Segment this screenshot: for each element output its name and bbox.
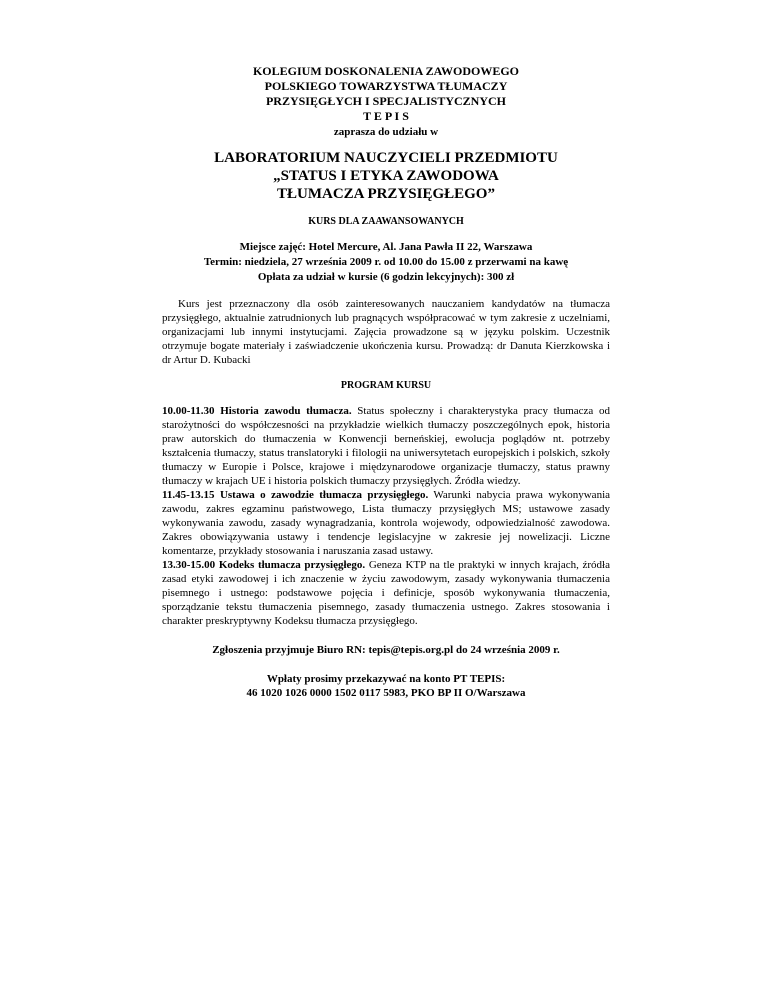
course-date: Termin: niedziela, 27 września 2009 r. od 10.00 do 15.00 z przerwami na kawę	[203, 256, 569, 268]
registration-info: Zgłoszenia przyjmuje Biuro RN: tepis@tepis.org.pl do 24 września 2009 r.	[212, 644, 560, 656]
course-level: KURS DLA ZAAWANSOWANYCH	[308, 216, 464, 227]
invitation-text: zaprasza do udziału w	[333, 126, 439, 138]
course-title	[162, 149, 610, 203]
session-1-text: Status społeczny i charakterystyka pracy tłumacza od starożytności do współczesności na przykładzie wielkich tłumaczy poszczególnych epok, historia praw autorskich do tłumaczenia w Konwencji berneńskiej, ewolucja poglądów nt. potrzeby kształcenia tłumaczy, status translatoryki i filologii na uniwersytetach europejskich i polskich, szkoły tłumaczy w Europie i Polsce, krajowe i międzynarodowe organizacje tłumaczy, status prawny tłumaczy w krajach UE i historia polskich tłumaczy przysięgłych. Źródła wiedzy.	[162, 405, 610, 487]
program-session-1	[162, 404, 610, 488]
payment-line-1: Wpłaty prosimy przekazywać na konto PT TEPIS:	[266, 673, 506, 685]
organizer-acronym: T E P I S	[363, 109, 409, 123]
program-session-3	[162, 558, 610, 628]
course-place: Miejsce zajęć: Hotel Mercure, Al. Jana Pawła II 22, Warszawa	[239, 241, 533, 253]
session-2-heading: 11.45-13.15 Ustawa o zawodzie tłumacza przysięgłego.	[162, 489, 429, 501]
course-details	[162, 240, 610, 285]
course-description: Kurs jest przeznaczony dla osób zainteresowanych nauczaniem kandydatów na tłumacza przysięgłego, aktualnie zatrudnionych lub pragnących współpracować w tym zakresie z uczelniami, organizacjami lub innymi instytucjami. Zajęcia prowadzone są w języku polskim. Uczestnik otrzymuje bogate materiały i zaświadczenie ukończenia kursu. Prowadzą: dr Danuta Kierzkowska i dr Artur D. Kubacki	[162, 298, 610, 366]
course-title-line-2: „STATUS I ETYKA ZAWODOWA	[273, 168, 499, 184]
payment-account: 46 1020 1026 0000 1502 0117 5983, PKO BP II O/Warszawa	[246, 687, 526, 699]
document-page	[162, 64, 610, 700]
program-title: PROGRAM KURSU	[340, 380, 432, 391]
course-fee: Opłata za udział w kursie (6 godzin lekcyjnych): 300 zł	[257, 271, 515, 283]
program-list	[162, 404, 610, 628]
session-1-heading: 10.00-11.30 Historia zawodu tłumacza.	[162, 405, 352, 417]
program-session-2	[162, 488, 610, 558]
organizer-line-2: POLSKIEGO TOWARZYSTWA TŁUMACZY	[264, 79, 508, 93]
session-2-text: Warunki nabycia prawa wykonywania zawodu, zakres egzaminu państwowego, Lista tłumaczy przysięgłych MS; ustawowe zasady wykonywania zawodu, zasady wynagradzania, kontrola wojewody, odpowiedzialność zawodowa. Zakres obowiązywania ustawy i tendencje legislacyjne w zakresie jej nowelizacji. Liczne komentarze, przykłady stosowania i naruszania zasad ustawy.	[162, 489, 611, 557]
organizer-line-3: PRZYSIĘGŁYCH I SPECJALISTYCZNYCH	[265, 94, 507, 108]
session-3-text: Geneza KTP na tle praktyki w innych krajach, źródła zasad etyki zawodowej i ich znaczenie w życiu zawodowym, zasady wykonywania tłumaczenia pisemnego i ustnego: podstawowe pojęcia i definicje, sposób wykonywania tłumaczenia, sporządzanie tekstu tłumaczenia pisemnego, zasady tłumaczenia ustnego. Zakres stosowania i charakter preskryptywny Kodeksu tłumacza przysięgłego.	[162, 559, 610, 627]
organizer-line-1: KOLEGIUM DOSKONALENIA ZAWODOWEGO	[252, 64, 520, 78]
payment-info	[162, 672, 610, 700]
course-title-line-1: LABORATORIUM NAUCZYCIELI PRZEDMIOTU	[214, 150, 558, 166]
session-3-heading: 13.30-15.00 Kodeks tłumacza przysięgłego.	[162, 559, 366, 571]
course-title-line-3: TŁUMACZA PRZYSIĘGŁEGO”	[277, 186, 495, 202]
